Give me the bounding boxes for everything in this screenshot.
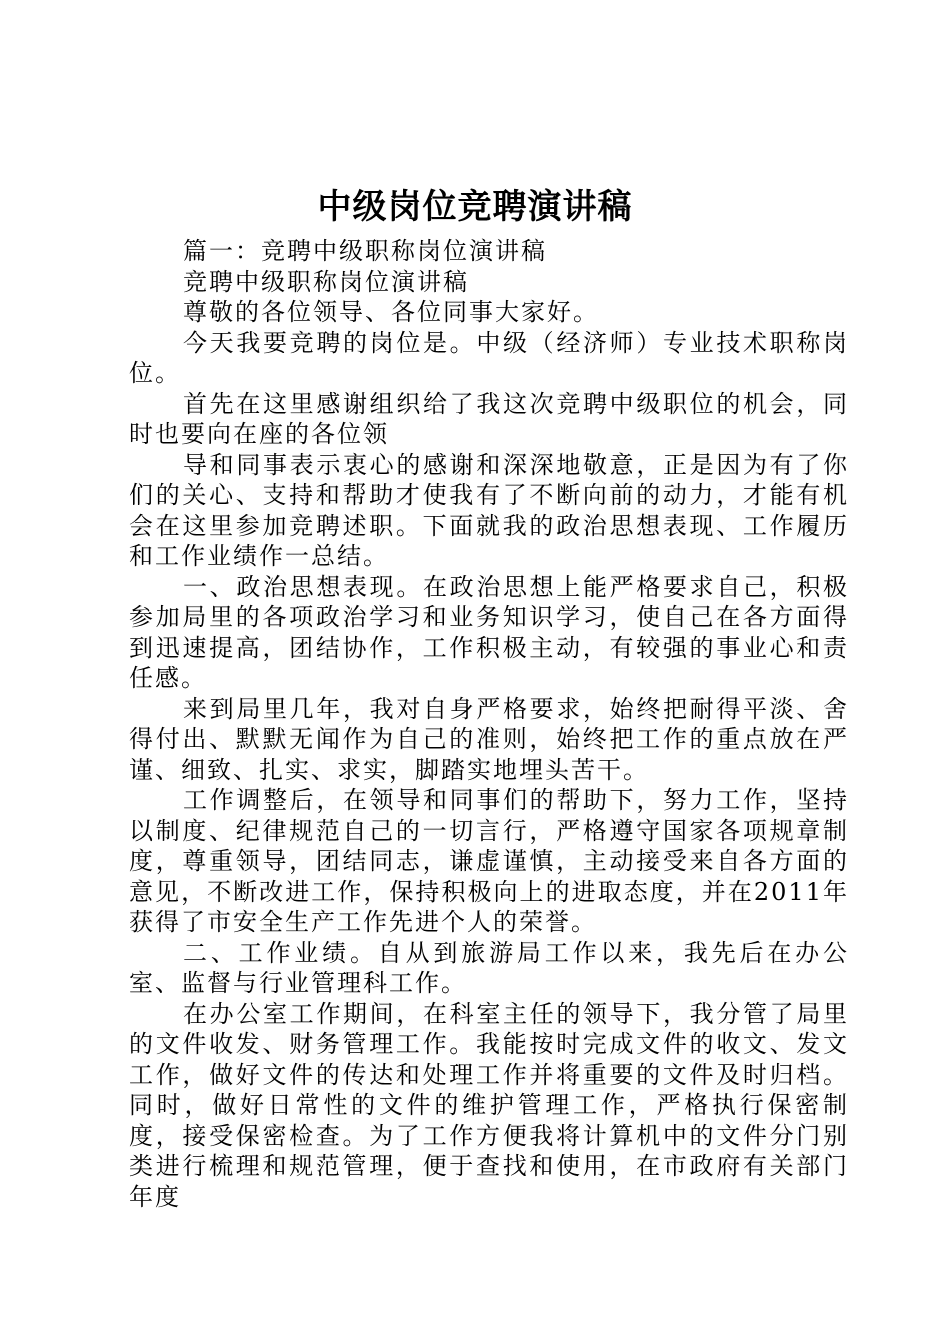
document-body xyxy=(129,236,849,1212)
paragraph: 竞聘中级职称岗位演讲稿 xyxy=(183,267,469,296)
paragraph: 首先在这里感谢组织给了我这次竞聘中级职位的机会，同时也要向在座的各位领 xyxy=(129,389,849,448)
paragraph: 导和同事表示衷心的感谢和深深地敬意，正是因为有了你们的关心、支持和帮助才使我有了不断向前的动力，才能有机会在这里参加竞聘述职。下面就我的政治思想表现、工作履历和工作业绩作一总结。 xyxy=(129,450,849,570)
paragraph: 今天我要竞聘的岗位是。中级（经济师）专业技术职称岗位。 xyxy=(129,328,849,387)
paragraph: 尊敬的各位领导、各位同事大家好。 xyxy=(183,298,599,326)
paragraph: 工作调整后，在领导和同事们的帮助下，努力工作，坚持以制度、纪律规范自己的一切言行，严格遵守国家各项规章制度，尊重领导，团结同志，谦虚谨慎，主动接受来自各方面的意见，不断改进工作，保持积极向上的进取态度，并在2011年获得了市安全生产工作先进个人的荣誉。 xyxy=(129,786,849,936)
document-title: 中级岗位竞聘演讲稿 xyxy=(317,187,633,227)
paragraph: 在办公室工作期间，在科室主任的领导下，我分管了局里的文件收发、财务管理工作。我能按时完成文件的收文、发文工作，做好文件的传达和处理工作并将重要的文件及时归档。同时，做好日常性的文件的维护管理工作，严格执行保密制度，接受保密检查。为了工作方便我将计算机中的文件分门别类进行梳理和规范管理，便于查找和使用，在市政府有关部门年度 xyxy=(129,999,849,1211)
paragraph: 篇一：竞聘中级职称岗位演讲稿 xyxy=(183,237,547,265)
paragraph: 二、工作业绩。自从到旅游局工作以来，我先后在办公室、监督与行业管理科工作。 xyxy=(129,938,849,997)
paragraph: 一、政治思想表现。在政治思想上能严格要求自己，积极参加局里的各项政治学习和业务知识学习，使自己在各方面得到迅速提高，团结协作，工作积极主动，有较强的事业心和责任感。 xyxy=(129,572,849,692)
paragraph: 来到局里几年，我对自身严格要求，始终把耐得平淡、舍得付出、默默无闻作为自己的准则，始终把工作的重点放在严谨、细致、扎实、求实，脚踏实地埋头苦干。 xyxy=(129,694,849,784)
